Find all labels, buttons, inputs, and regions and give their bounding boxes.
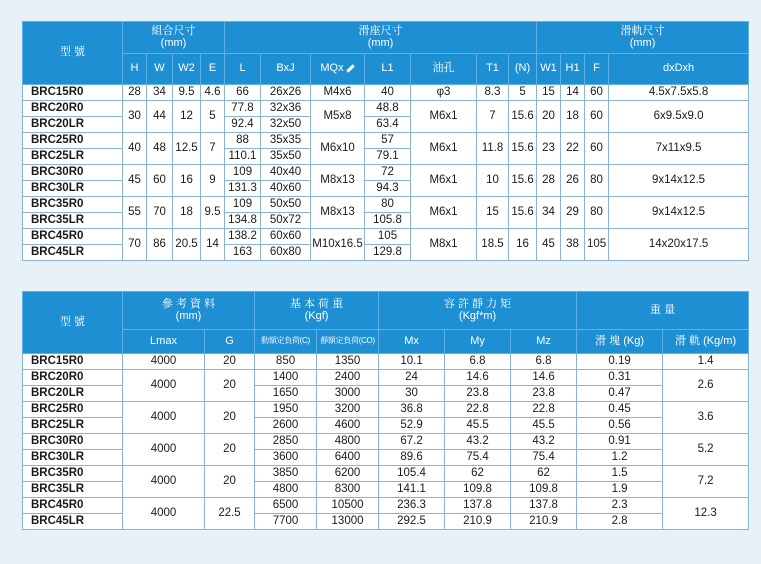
- table-cell: 236.3: [379, 498, 445, 514]
- model-cell: BRC30R0: [23, 165, 123, 181]
- table-cell: 20: [205, 370, 255, 402]
- model-cell: BRC20LR: [23, 117, 123, 133]
- table-cell: 28: [123, 85, 147, 101]
- table-cell: 1350: [317, 354, 379, 370]
- table-cell: 13000: [317, 514, 379, 530]
- table-cell: 77.8: [225, 101, 261, 117]
- load-header-text: 基 本 荷 重 (Kgf): [289, 297, 344, 322]
- table-cell: 15: [477, 197, 509, 229]
- table-cell: 18.5: [477, 229, 509, 261]
- table-cell: 8.3: [477, 85, 509, 101]
- table-cell: 6500: [255, 498, 317, 514]
- table-cell: 109.8: [445, 482, 511, 498]
- table-cell: 109.8: [511, 482, 577, 498]
- table-cell: 105.4: [379, 466, 445, 482]
- table-cell: 1.9: [577, 482, 663, 498]
- table-cell: M6x10: [311, 133, 365, 165]
- col-t1: T1: [477, 54, 509, 85]
- model-cell: BRC30LR: [23, 450, 123, 466]
- slider-header-text: 滑座尺寸 (mm): [358, 24, 403, 49]
- table-cell: 210.9: [511, 514, 577, 530]
- table-cell: 63.4: [365, 117, 411, 133]
- model-cell: BRC45LR: [23, 514, 123, 530]
- col-mq: [311, 54, 365, 85]
- table-cell: 2.8: [577, 514, 663, 530]
- table-cell: 134.8: [225, 213, 261, 229]
- table-cell: 210.9: [445, 514, 511, 530]
- table-cell: 6.8: [511, 354, 577, 370]
- table-cell: 4000: [123, 354, 205, 370]
- table-cell: 43.2: [445, 434, 511, 450]
- table-cell: 129.8: [365, 245, 411, 261]
- table-cell: 6200: [317, 466, 379, 482]
- load-header: [255, 292, 379, 330]
- table-cell: 80: [365, 197, 411, 213]
- table-cell: 30: [123, 101, 147, 133]
- table-row: [23, 229, 749, 245]
- table-cell: 16: [509, 229, 537, 261]
- table-cell: 105: [365, 229, 411, 245]
- table-cell: 45: [123, 165, 147, 197]
- table-cell: 8300: [317, 482, 379, 498]
- table-cell: φ3: [411, 85, 477, 101]
- table-cell: 0.19: [577, 354, 663, 370]
- table-cell: 38: [561, 229, 585, 261]
- table-cell: M8x13: [311, 165, 365, 197]
- table-cell: 26x26: [261, 85, 311, 101]
- table-cell: 3600: [255, 450, 317, 466]
- table-cell: 0.31: [577, 370, 663, 386]
- assembly-header: [123, 22, 225, 54]
- table-cell: 0.56: [577, 418, 663, 434]
- col-bxj: BxJ: [261, 54, 311, 85]
- table-cell: 30: [379, 386, 445, 402]
- table-cell: 23: [537, 133, 561, 165]
- col-h: H: [123, 54, 147, 85]
- table-cell: 29: [561, 197, 585, 229]
- col-oil: 油孔: [411, 54, 477, 85]
- table-cell: 26: [561, 165, 585, 197]
- table-cell: 62: [511, 466, 577, 482]
- model-cell: BRC35R0: [23, 466, 123, 482]
- table-cell: 14.6: [511, 370, 577, 386]
- table-cell: 4800: [255, 482, 317, 498]
- model-cell: BRC45LR: [23, 245, 123, 261]
- col-mx: Mx: [379, 330, 445, 354]
- table-cell: 15: [537, 85, 561, 101]
- dimension-table: [22, 21, 749, 261]
- table-cell: 10.1: [379, 354, 445, 370]
- table-cell: 60: [585, 101, 609, 133]
- col-l1: L1: [365, 54, 411, 85]
- rail-header: [537, 22, 749, 54]
- table-cell: 5.2: [663, 434, 749, 466]
- table-cell: 850: [255, 354, 317, 370]
- table-cell: 15.6: [509, 165, 537, 197]
- col-w1: W1: [537, 54, 561, 85]
- model-cell: BRC35LR: [23, 213, 123, 229]
- table-cell: 66: [225, 85, 261, 101]
- table-cell: M6x1: [411, 101, 477, 133]
- table-cell: 79.1: [365, 149, 411, 165]
- col-dynamic-load: 動額定負荷(C): [255, 330, 317, 354]
- table-cell: 12: [173, 101, 201, 133]
- table-cell: 14: [561, 85, 585, 101]
- table-cell: 23.8: [511, 386, 577, 402]
- model-cell: BRC30LR: [23, 181, 123, 197]
- table-cell: 1950: [255, 402, 317, 418]
- pencil-icon: [346, 64, 354, 72]
- table-cell: M5x8: [311, 101, 365, 133]
- table-cell: 24: [379, 370, 445, 386]
- table-cell: 32x50: [261, 117, 311, 133]
- table-cell: 105.8: [365, 213, 411, 229]
- table-cell: 86: [147, 229, 173, 261]
- assembly-header-text: 組合尺寸 (mm): [151, 24, 196, 49]
- ref-header: [123, 292, 255, 330]
- table-cell: M6x1: [411, 165, 477, 197]
- col-lmax: Lmax: [123, 330, 205, 354]
- table-cell: 67.2: [379, 434, 445, 450]
- table-cell: 34: [537, 197, 561, 229]
- table-cell: 60x60: [261, 229, 311, 245]
- table-row: [23, 354, 749, 370]
- load-table-body: [23, 354, 749, 530]
- table-cell: 75.4: [445, 450, 511, 466]
- col-rail-weight: 滑 軌 (Kg/m): [663, 330, 749, 354]
- table-cell: 22.8: [511, 402, 577, 418]
- table-cell: 110.1: [225, 149, 261, 165]
- table-row: [23, 466, 749, 482]
- table-cell: 4000: [123, 498, 205, 530]
- table-cell: 3850: [255, 466, 317, 482]
- col-my: My: [445, 330, 511, 354]
- table-cell: 3000: [317, 386, 379, 402]
- table-cell: 12.3: [663, 498, 749, 530]
- table-cell: 109: [225, 165, 261, 181]
- table-cell: 22.5: [205, 498, 255, 530]
- table-cell: 36.8: [379, 402, 445, 418]
- table-cell: 44: [147, 101, 173, 133]
- table-cell: 11.8: [477, 133, 509, 165]
- table-cell: 60: [147, 165, 173, 197]
- table-cell: 4000: [123, 402, 205, 434]
- moment-header: [379, 292, 577, 330]
- table-cell: 7: [201, 133, 225, 165]
- model-cell: BRC35LR: [23, 482, 123, 498]
- model-header-2: 型 號: [23, 292, 123, 354]
- col-w2: W2: [173, 54, 201, 85]
- table-cell: 10: [477, 165, 509, 197]
- table-cell: 7x11x9.5: [609, 133, 749, 165]
- table-cell: 60: [585, 133, 609, 165]
- table-cell: 50x50: [261, 197, 311, 213]
- table-row: [23, 197, 749, 213]
- table-cell: 0.45: [577, 402, 663, 418]
- table-row: [23, 402, 749, 418]
- table-cell: 0.47: [577, 386, 663, 402]
- table-row: [23, 498, 749, 514]
- col-mz: Mz: [511, 330, 577, 354]
- table-cell: 92.4: [225, 117, 261, 133]
- model-header: 型 號: [23, 22, 123, 85]
- table-cell: 137.8: [445, 498, 511, 514]
- table-cell: 131.3: [225, 181, 261, 197]
- table-cell: 2.6: [663, 370, 749, 402]
- slider-header: [225, 22, 537, 54]
- weight-header: 重 量: [577, 292, 749, 330]
- table-cell: 2400: [317, 370, 379, 386]
- table-cell: 7700: [255, 514, 317, 530]
- table-cell: M10x16.5: [311, 229, 365, 261]
- col-mq-text: MQx: [320, 62, 344, 75]
- table-cell: 20: [205, 466, 255, 498]
- model-cell: BRC15R0: [23, 85, 123, 101]
- table-cell: 70: [123, 229, 147, 261]
- table-cell: 62: [445, 466, 511, 482]
- table-cell: 52.9: [379, 418, 445, 434]
- model-cell: BRC45R0: [23, 229, 123, 245]
- table-cell: 18: [561, 101, 585, 133]
- table-cell: 138.2: [225, 229, 261, 245]
- model-cell: BRC15R0: [23, 354, 123, 370]
- table-cell: 1.4: [663, 354, 749, 370]
- table-cell: 48: [147, 133, 173, 165]
- table-cell: 5: [201, 101, 225, 133]
- table-cell: 55: [123, 197, 147, 229]
- table-cell: 20: [205, 354, 255, 370]
- table-cell: 109: [225, 197, 261, 213]
- table-cell: 15.6: [509, 197, 537, 229]
- table-cell: 7.2: [663, 466, 749, 498]
- table-cell: 89.6: [379, 450, 445, 466]
- table-row: [23, 370, 749, 386]
- table-cell: 1400: [255, 370, 317, 386]
- load-table: [22, 291, 749, 530]
- table-cell: 4000: [123, 370, 205, 402]
- table-cell: 4.6: [201, 85, 225, 101]
- table-cell: 9x14x12.5: [609, 165, 749, 197]
- table-cell: 9.5: [173, 85, 201, 101]
- model-cell: BRC25LR: [23, 149, 123, 165]
- rail-header-text: 滑軌尺寸 (mm): [620, 24, 665, 49]
- table-cell: 16: [173, 165, 201, 197]
- table-cell: 14x20x17.5: [609, 229, 749, 261]
- table-cell: 94.3: [365, 181, 411, 197]
- table-cell: 57: [365, 133, 411, 149]
- col-static-load: 靜額定負荷(CO): [317, 330, 379, 354]
- table-cell: M6x1: [411, 197, 477, 229]
- model-cell: BRC20R0: [23, 370, 123, 386]
- table-cell: 1.5: [577, 466, 663, 482]
- table-cell: 40x40: [261, 165, 311, 181]
- moment-header-text: 容 許 靜 力 矩 (Kgf*m): [443, 297, 512, 322]
- model-cell: BRC25R0: [23, 133, 123, 149]
- table-cell: M8x13: [311, 197, 365, 229]
- table-cell: 20: [205, 434, 255, 466]
- model-cell: BRC35R0: [23, 197, 123, 213]
- table-cell: 9: [201, 165, 225, 197]
- table-cell: 141.1: [379, 482, 445, 498]
- table-cell: 88: [225, 133, 261, 149]
- col-n: (N): [509, 54, 537, 85]
- table-cell: 1.2: [577, 450, 663, 466]
- table-cell: 22: [561, 133, 585, 165]
- table-cell: 163: [225, 245, 261, 261]
- table-cell: 9.5: [201, 197, 225, 229]
- model-cell: BRC45R0: [23, 498, 123, 514]
- table-cell: 80: [585, 165, 609, 197]
- table-cell: 45.5: [511, 418, 577, 434]
- table-cell: 3200: [317, 402, 379, 418]
- table-cell: 40: [123, 133, 147, 165]
- table-cell: 28: [537, 165, 561, 197]
- table-cell: 4600: [317, 418, 379, 434]
- table-cell: 40x60: [261, 181, 311, 197]
- table-cell: 43.2: [511, 434, 577, 450]
- col-block-weight: 滑 塊 (Kg): [577, 330, 663, 354]
- table-cell: 35x35: [261, 133, 311, 149]
- table-row: [23, 133, 749, 149]
- table-cell: 292.5: [379, 514, 445, 530]
- table-cell: 105: [585, 229, 609, 261]
- table-cell: 20: [537, 101, 561, 133]
- table-cell: M4x6: [311, 85, 365, 101]
- table-cell: 12.5: [173, 133, 201, 165]
- table-cell: 2850: [255, 434, 317, 450]
- table-cell: 40: [365, 85, 411, 101]
- table-cell: 5: [509, 85, 537, 101]
- table-cell: 6400: [317, 450, 379, 466]
- model-cell: BRC20R0: [23, 101, 123, 117]
- table-cell: 14: [201, 229, 225, 261]
- table-cell: 72: [365, 165, 411, 181]
- table-cell: 137.8: [511, 498, 577, 514]
- table-row: [23, 101, 749, 117]
- table-cell: 22.8: [445, 402, 511, 418]
- model-cell: BRC25R0: [23, 402, 123, 418]
- table-cell: 7: [477, 101, 509, 133]
- table-cell: 48.8: [365, 101, 411, 117]
- table-row: [23, 434, 749, 450]
- table-cell: 15.6: [509, 101, 537, 133]
- table-cell: 23.8: [445, 386, 511, 402]
- table-cell: 1650: [255, 386, 317, 402]
- table-cell: 2600: [255, 418, 317, 434]
- table-cell: 10500: [317, 498, 379, 514]
- table-cell: 6.8: [445, 354, 511, 370]
- col-h1: H1: [561, 54, 585, 85]
- table-cell: 70: [147, 197, 173, 229]
- table-cell: 4800: [317, 434, 379, 450]
- table-cell: 3.6: [663, 402, 749, 434]
- model-cell: BRC20LR: [23, 386, 123, 402]
- table-cell: 2.3: [577, 498, 663, 514]
- table-cell: 14.6: [445, 370, 511, 386]
- table-cell: 4.5x7.5x5.8: [609, 85, 749, 101]
- col-dxdxh: dxDxh: [609, 54, 749, 85]
- table-cell: M8x1: [411, 229, 477, 261]
- table-cell: 50x72: [261, 213, 311, 229]
- dimension-table-body: [23, 85, 749, 261]
- table-cell: M6x1: [411, 133, 477, 165]
- col-g: G: [205, 330, 255, 354]
- model-cell: BRC30R0: [23, 434, 123, 450]
- table-cell: 6x9.5x9.0: [609, 101, 749, 133]
- col-w: W: [147, 54, 173, 85]
- table-cell: 45: [537, 229, 561, 261]
- table-row: [23, 85, 749, 101]
- table-cell: 35x50: [261, 149, 311, 165]
- table-cell: 60x80: [261, 245, 311, 261]
- table-cell: 32x36: [261, 101, 311, 117]
- table-cell: 18: [173, 197, 201, 229]
- model-cell: BRC25LR: [23, 418, 123, 434]
- col-l: L: [225, 54, 261, 85]
- col-e: E: [201, 54, 225, 85]
- table-cell: 45.5: [445, 418, 511, 434]
- table-row: [23, 165, 749, 181]
- col-f: F: [585, 54, 609, 85]
- table-cell: 0.91: [577, 434, 663, 450]
- table-cell: 9x14x12.5: [609, 197, 749, 229]
- table-cell: 20.5: [173, 229, 201, 261]
- table-cell: 4000: [123, 434, 205, 466]
- table-cell: 80: [585, 197, 609, 229]
- table-cell: 75.4: [511, 450, 577, 466]
- table-cell: 20: [205, 402, 255, 434]
- ref-header-text: 參 考 資 料 (mm): [161, 297, 216, 322]
- table-cell: 4000: [123, 466, 205, 498]
- table-cell: 60: [585, 85, 609, 101]
- table-cell: 34: [147, 85, 173, 101]
- table-cell: 15.6: [509, 133, 537, 165]
